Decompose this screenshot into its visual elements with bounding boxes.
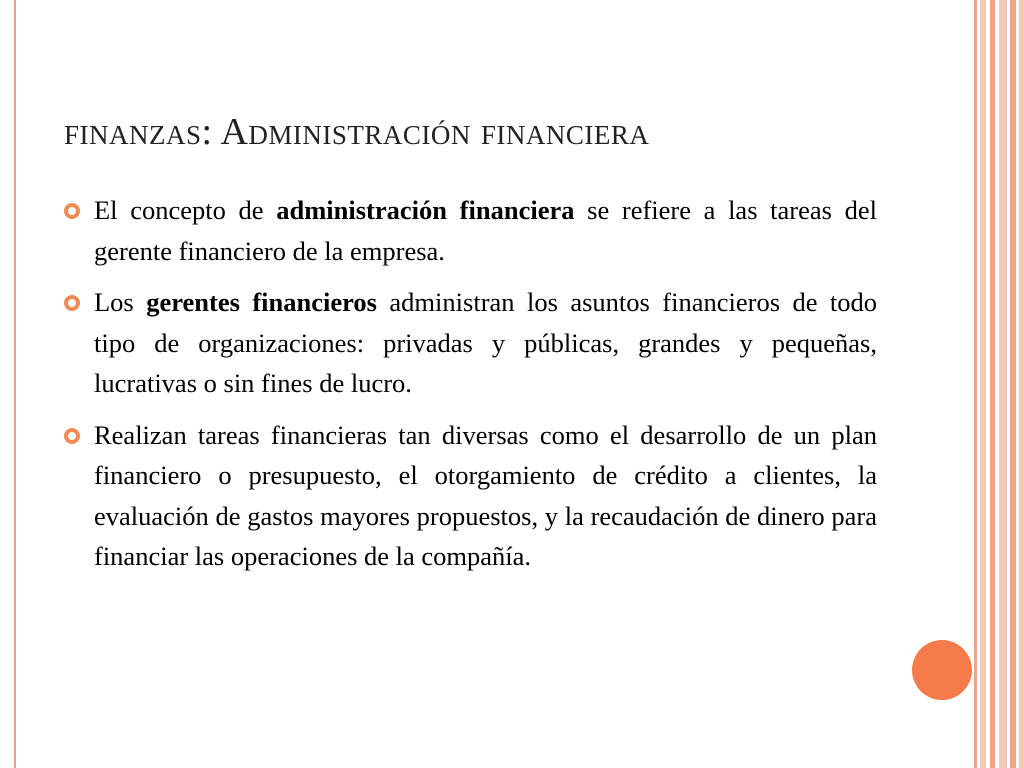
bullet-text: Realizan tareas financieras tan diversas como el desarrollo de un plan financiero o presupuesto, el otorgamiento de crédito a clientes, la evaluación de gastos mayores propuestos, y la recaudación de dinero para financiar las operaciones de la compañía. (94, 419, 877, 571)
bullet-item (64, 415, 877, 577)
bullet-bold-term: gerentes financieros (146, 287, 377, 317)
orange-circle-decoration (912, 640, 972, 700)
orange-bullet-icon (64, 295, 80, 311)
orange-bullet-icon (64, 428, 80, 444)
left-accent-line (14, 0, 16, 768)
bullet-text: El concepto de (94, 195, 277, 225)
bullet-text: Los (94, 287, 147, 317)
orange-bullet-icon (64, 203, 80, 219)
bullet-item (64, 190, 877, 271)
bullet-text: administran los asuntos financieros de todo tipo de organizaciones: privadas y públicas, grandes y pequeñas, lucrativas o sin fines de lucro. (94, 287, 878, 398)
bullet-item (64, 282, 877, 404)
slide-title: finanzas: Administración financiera (64, 111, 650, 153)
bullet-bold-term: administración financiera (276, 195, 575, 225)
bullet-text: se refiere a las tareas del gerente financiero de la empresa. (94, 195, 877, 266)
slide-content (64, 190, 877, 588)
